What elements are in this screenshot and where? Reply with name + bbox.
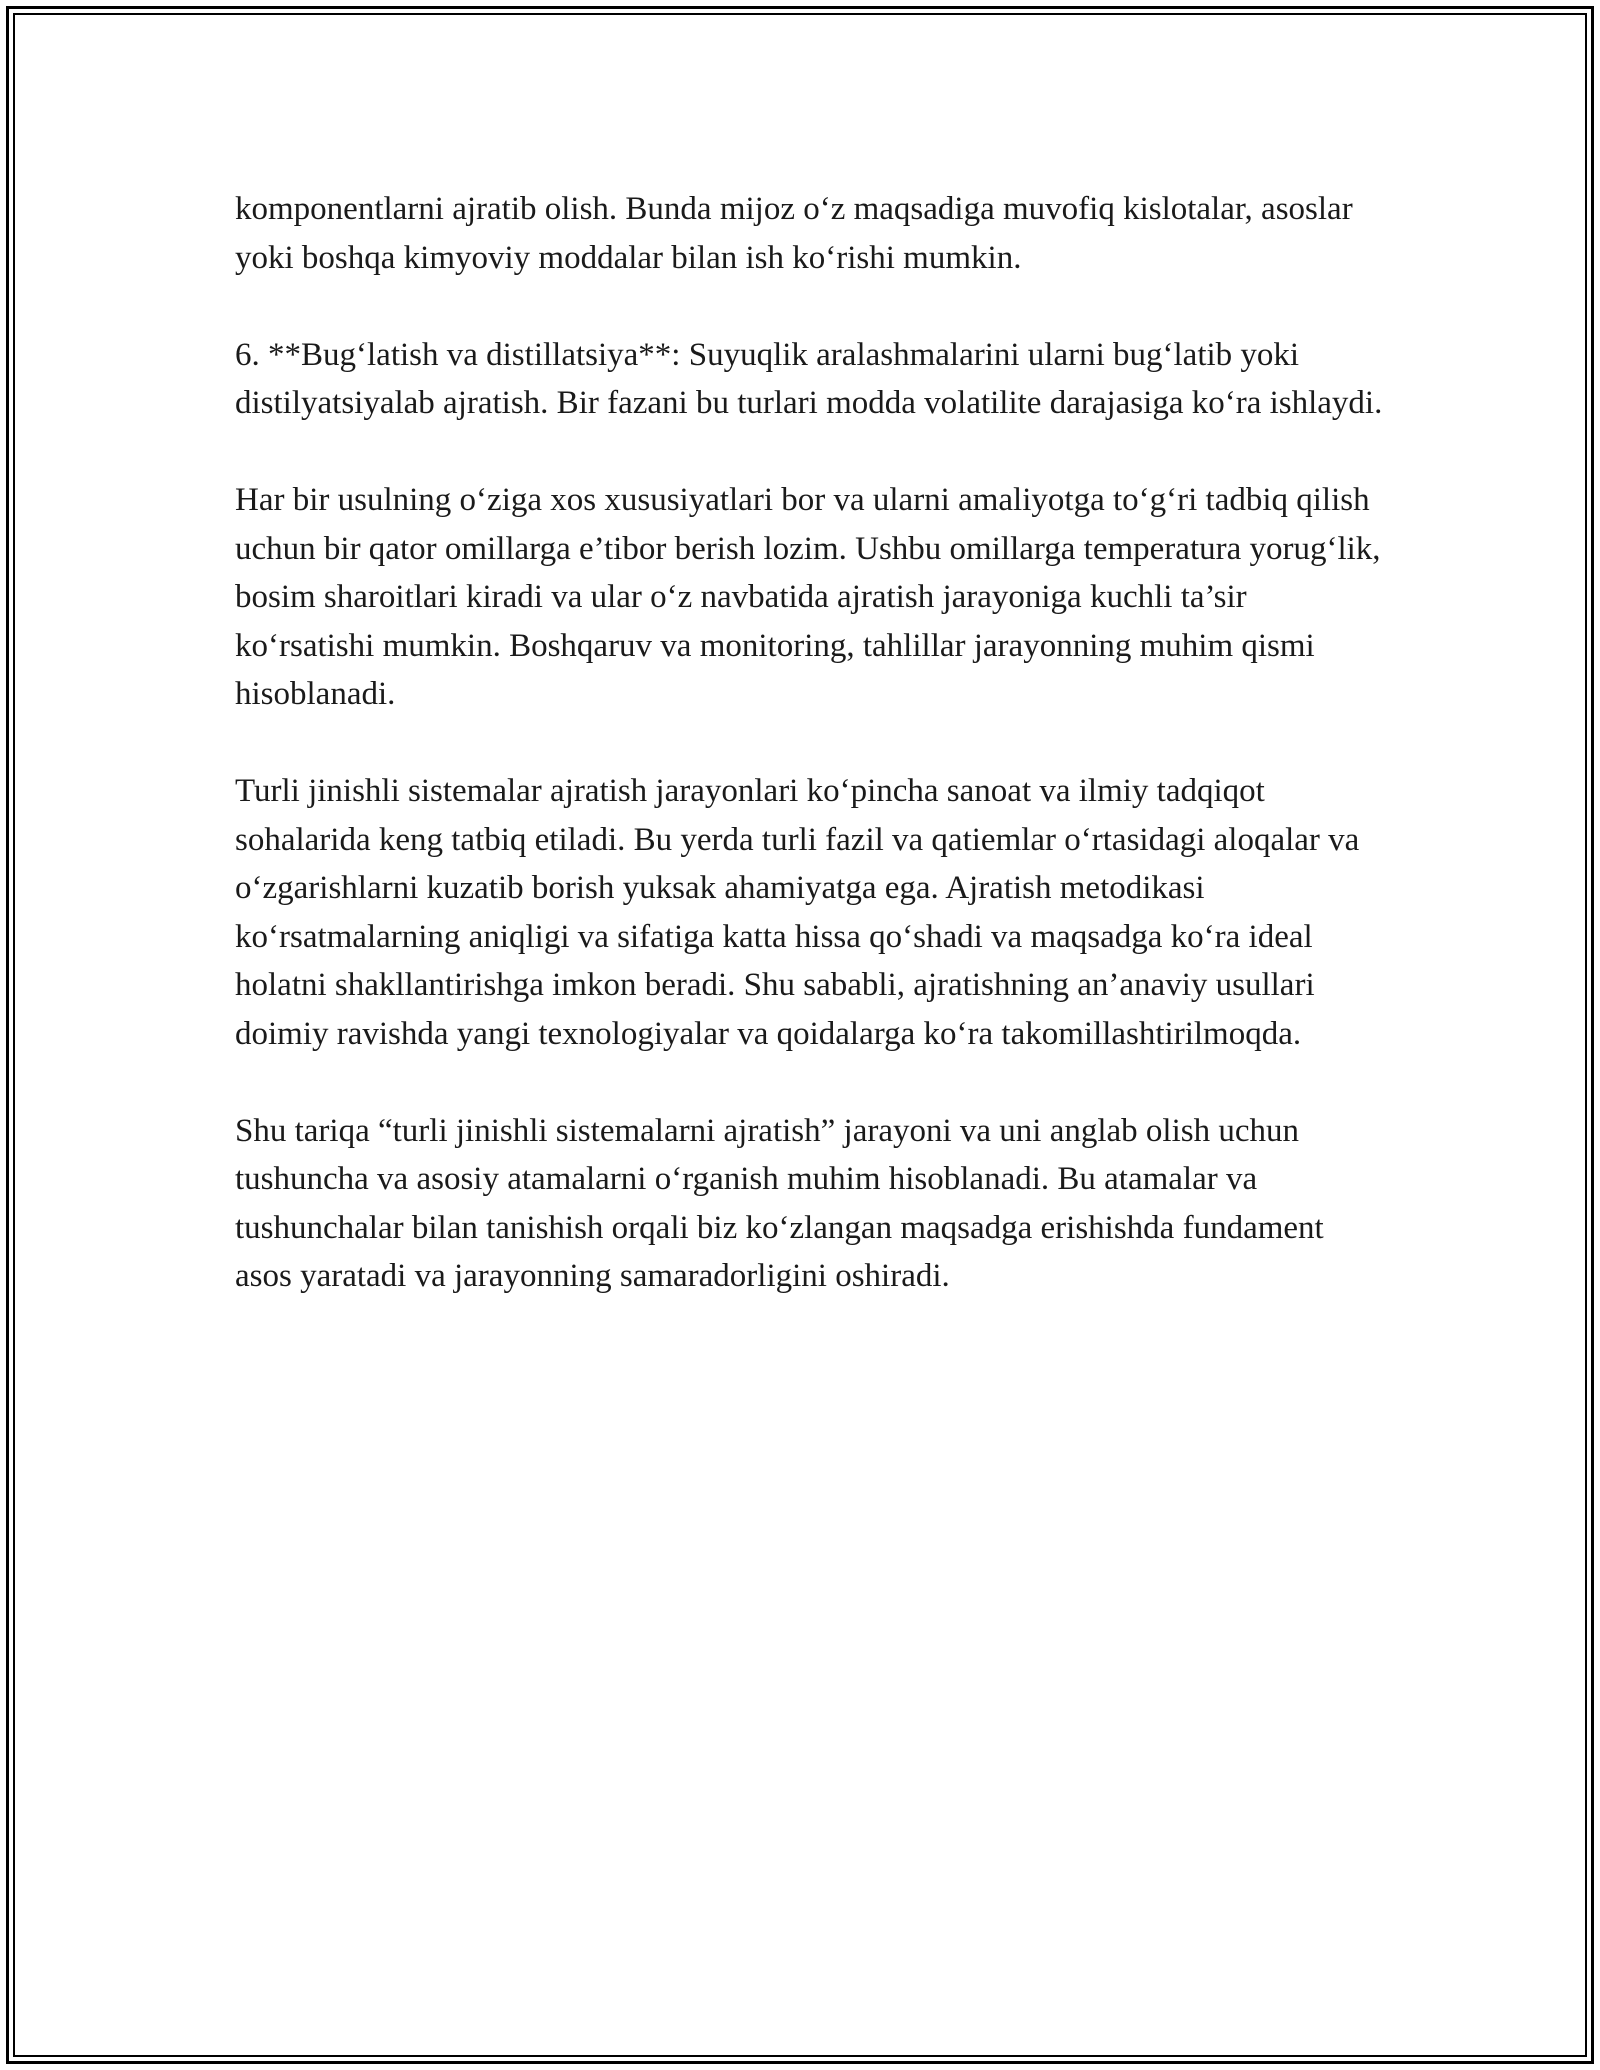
document-body — [235, 185, 1385, 1301]
paragraph-continuation: komponentlarni ajratib olish. Bunda mijoz o‘z maqsadiga muvofiq kislotalar, asoslar yoki boshqa kimyoviy moddalar bilan ish ko‘rishi mumkin. — [235, 191, 1353, 276]
paragraph-conclusion: Shu tariqa “turli jinishli sistemalarni ajratish” jarayoni va uni anglab olish uchun tushuncha va asosiy atamalarni o‘rganish muhim hisoblanadi. Bu atamalar va tushunchalar bilan tanishish orqali biz ko‘zlangan maqsadga erishishda fundament asos yaratadi va jarayonning samaradorligini oshiradi. — [235, 1112, 1324, 1294]
paragraph-method-factors: Har bir usulning o‘ziga xos xususiyatlari bor va ularni amaliyotga to‘g‘ri tadbiq qilish uchun bir qator omillarga e’tibor berish lozim. Ushbu omillarga temperatura yorug‘lik, bosim sharoitlari kiradi va ular o‘z navbatida ajratish jarayoniga kuchli ta’sir ko‘rsatishi mumkin. Boshqaruv va monitoring, tahlillar jarayonning muhim qismi hisoblanadi. — [235, 482, 1381, 712]
paragraph-industrial-application: Turli jinishli sistemalar ajratish jarayonlari ko‘pincha sanoat va ilmiy tadqiqot sohalarida keng tatbiq etiladi. Bu yerda turli fazil va qatiemlar o‘rtasidagi aloqalar va o‘zgarishlarni kuzatib borish yuksak ahamiyatga ega. Ajratish metodikasi ko‘rsatmalarning aniqligi va sifatiga katta hissa qo‘shadi va maqsadga ko‘ra ideal holatni shakllantirishga imkon beradi. Shu sababli, ajratishning an’anaviy usullari doimiy ravishda yangi texnologiyalar va qoidalarga ko‘ra takomillashtirilmoqda. — [235, 773, 1360, 1052]
paragraph-evaporation-distillation: 6. **Bug‘latish va distillatsiya**: Suyuqlik aralashmalarini ularni bug‘latib yoki distilyatsiyalab ajratish. Bir fazani bu turlari modda volatilite darajasiga ko‘ra ishlaydi. — [235, 336, 1383, 421]
